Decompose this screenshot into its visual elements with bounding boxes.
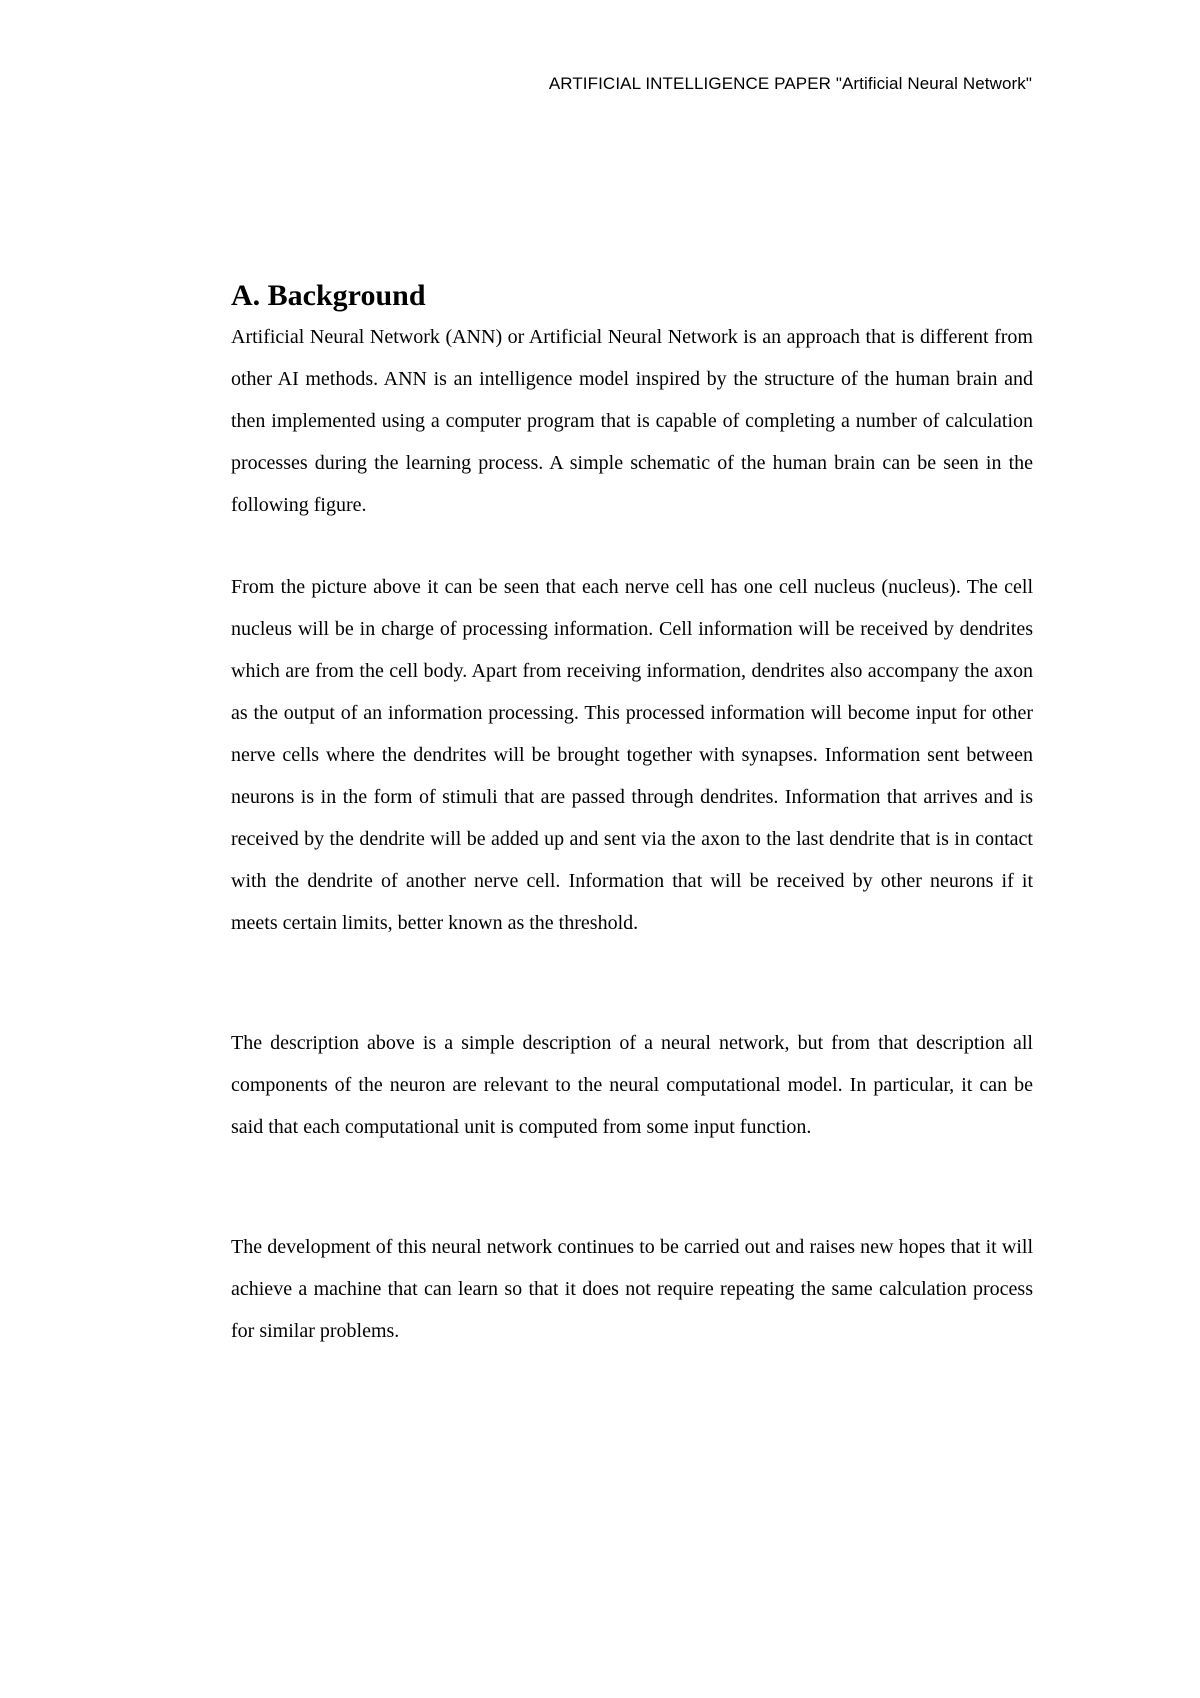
running-header: ARTIFICIAL INTELLIGENCE PAPER "Artificial Neural Network" bbox=[548, 74, 1032, 93]
document-body bbox=[231, 276, 1033, 1352]
section-heading: A. Background bbox=[231, 279, 426, 312]
paragraph-description: The description above is a simple description of a neural network, but from that description all components of the neuron are relevant to the neural computational model. In particular, it can be said that each computational unit is computed from some input function. bbox=[231, 1032, 1033, 1138]
paragraph-nerve-cell: From the picture above it can be seen that each nerve cell has one cell nucleus (nucleus). The cell nucleus will be in charge of processing information. Cell information will be received by dendrites which are from the cell body. Apart from receiving information, dendrites also accompany the axon as the output of an information processing. This processed information will become input for other nerve cells where the dendrites will be brought together with synapses. Information sent between neurons is in the form of stimuli that are passed through dendrites. Information that arrives and is received by the dendrite will be added up and sent via the axon to the last dendrite that is in contact with the dendrite of another nerve cell. Information that will be received by other neurons if it meets certain limits, better known as the threshold. bbox=[231, 576, 1033, 934]
paragraph-development: The development of this neural network continues to be carried out and raises new hopes that it will achieve a machine that can learn so that it does not require repeating the same calculation process for similar problems. bbox=[231, 1236, 1033, 1342]
paragraph-intro: Artificial Neural Network (ANN) or Artificial Neural Network is an approach that is different from other AI methods. ANN is an intelligence model inspired by the structure of the human brain and then implemented using a computer program that is capable of completing a number of calculation processes during the learning process. A simple schematic of the human brain can be seen in the following figure. bbox=[231, 326, 1033, 516]
